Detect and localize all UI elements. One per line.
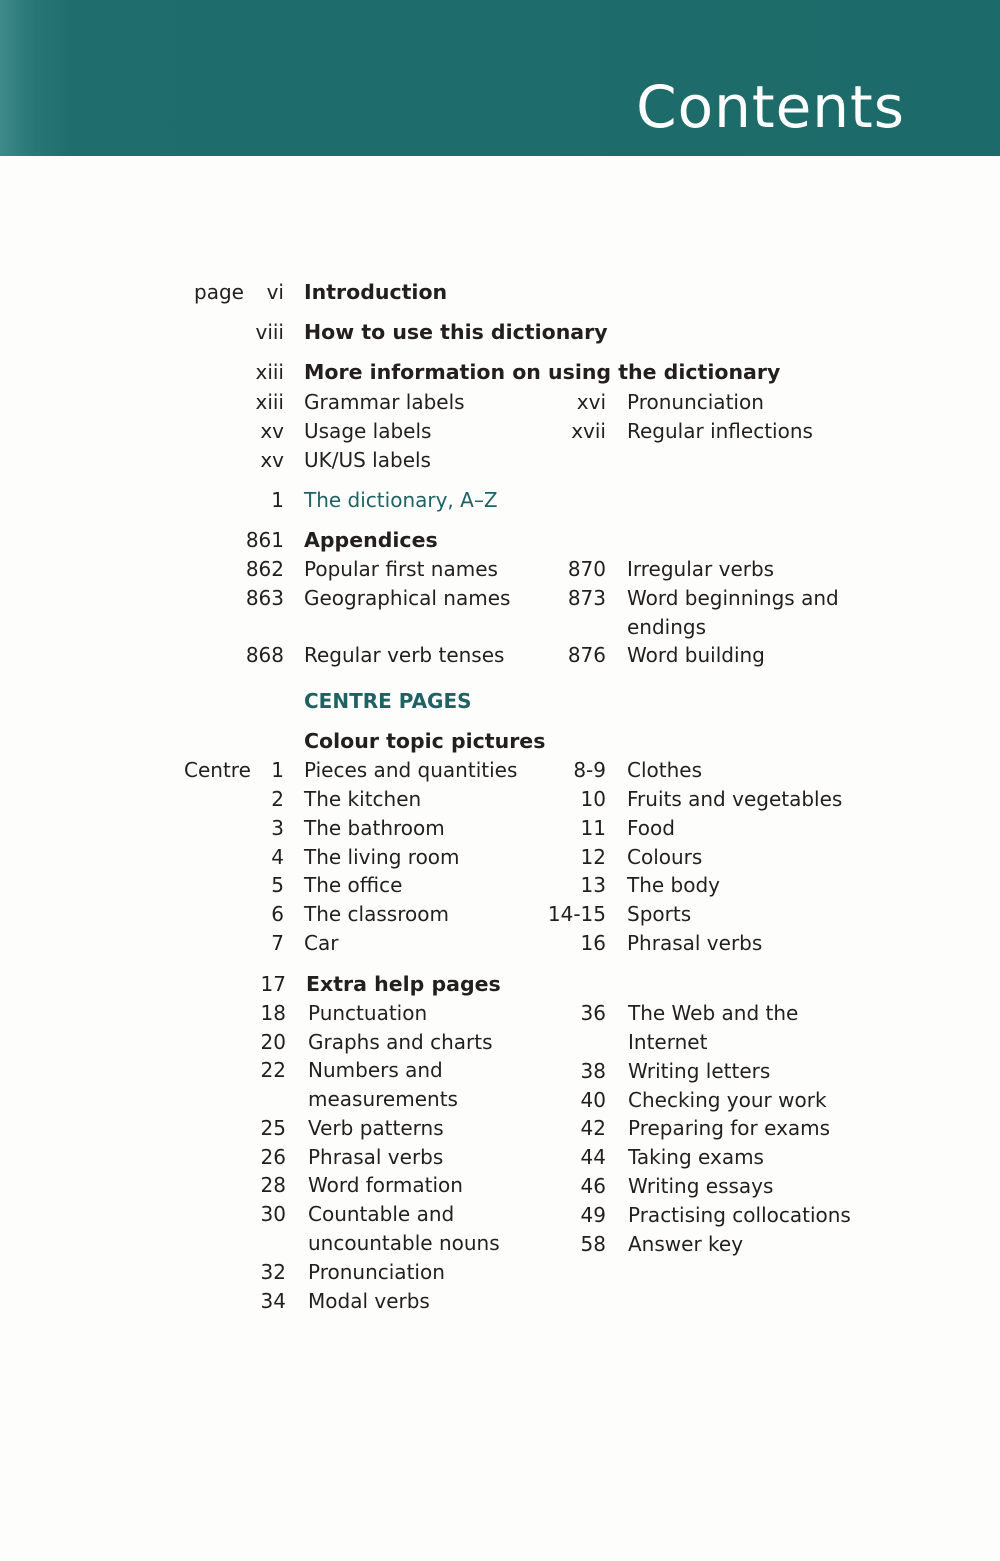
centre-prefix-label: Centre bbox=[184, 758, 251, 782]
entry-title: Punctuation bbox=[308, 1001, 428, 1025]
page-prefix-label: page bbox=[194, 280, 244, 304]
header-band bbox=[0, 0, 1000, 156]
page-number: 870 bbox=[567, 557, 606, 581]
page-number: xv bbox=[260, 448, 284, 472]
page-number: 32 bbox=[260, 1260, 286, 1284]
page-number: 876 bbox=[567, 643, 606, 667]
page-number: 5 bbox=[271, 873, 284, 897]
page-number: 20 bbox=[260, 1030, 286, 1054]
page-number: 868 bbox=[245, 643, 284, 667]
page-number: vi bbox=[266, 280, 284, 304]
entry-title: Verb patterns bbox=[308, 1116, 444, 1140]
entry-title: The living room bbox=[304, 845, 460, 869]
page-number: 863 bbox=[245, 586, 284, 610]
entry-title: Pronunciation bbox=[627, 390, 764, 414]
entry-title: The dictionary, A–Z bbox=[304, 488, 498, 512]
entry-title: The Web and the bbox=[628, 1001, 799, 1025]
entry-title: The body bbox=[627, 873, 721, 897]
entry-title: Graphs and charts bbox=[308, 1030, 493, 1054]
page-number: 58 bbox=[580, 1232, 606, 1256]
page-number: 1 bbox=[271, 488, 284, 512]
entry-title: Word beginnings and bbox=[627, 586, 839, 610]
entry-title: Geographical names bbox=[304, 586, 511, 610]
entry-title: Irregular verbs bbox=[627, 557, 775, 581]
page-number: 25 bbox=[260, 1116, 286, 1140]
page-number: 1 bbox=[271, 758, 284, 782]
page-number: 17 bbox=[260, 972, 286, 996]
entry-title: Usage labels bbox=[304, 419, 432, 443]
page-number: xiii bbox=[255, 360, 284, 384]
entry-title: Word building bbox=[627, 643, 765, 667]
entry-title: Practising collocations bbox=[628, 1203, 851, 1227]
page-number: 2 bbox=[271, 787, 284, 811]
page-number: 38 bbox=[580, 1059, 606, 1083]
page-number: 49 bbox=[580, 1203, 606, 1227]
entry-title: Popular first names bbox=[304, 557, 498, 581]
entry-title-continued: measurements bbox=[308, 1087, 458, 1111]
page-number: 28 bbox=[260, 1173, 286, 1197]
entry-title: Regular verb tenses bbox=[304, 643, 505, 667]
page-number: 8-9 bbox=[573, 758, 606, 782]
page-number: xvii bbox=[571, 419, 606, 443]
entry-title: Word formation bbox=[308, 1173, 463, 1197]
entry-title: Appendices bbox=[304, 528, 438, 552]
entry-title: Fruits and vegetables bbox=[627, 787, 843, 811]
entry-title: The classroom bbox=[304, 902, 449, 926]
page-number: 26 bbox=[260, 1145, 286, 1169]
page-number: 16 bbox=[580, 931, 606, 955]
page-number: 40 bbox=[580, 1088, 606, 1112]
entry-title: Pieces and quantities bbox=[304, 758, 518, 782]
entry-title: Pronunciation bbox=[308, 1260, 445, 1284]
entry-title: Countable and bbox=[308, 1202, 455, 1226]
entry-title: Writing essays bbox=[628, 1174, 774, 1198]
page-number: 10 bbox=[580, 787, 606, 811]
entry-title: Grammar labels bbox=[304, 390, 465, 414]
entry-title: UK/US labels bbox=[304, 448, 431, 472]
page-number: viii bbox=[255, 320, 284, 344]
page-number: 861 bbox=[245, 528, 284, 552]
entry-title-continued: uncountable nouns bbox=[308, 1231, 500, 1255]
page-number: 873 bbox=[567, 586, 606, 610]
entry-title: Phrasal verbs bbox=[308, 1145, 444, 1169]
entry-title: How to use this dictionary bbox=[304, 320, 608, 344]
page-number: 44 bbox=[580, 1145, 606, 1169]
entry-title: Clothes bbox=[627, 758, 702, 782]
page-number: 36 bbox=[580, 1001, 606, 1025]
entry-title: Writing letters bbox=[628, 1059, 771, 1083]
page-number: 3 bbox=[271, 816, 284, 840]
page-number: 22 bbox=[260, 1058, 286, 1082]
page-number: 46 bbox=[580, 1174, 606, 1198]
entry-title: Sports bbox=[627, 902, 692, 926]
page-number: 6 bbox=[271, 902, 284, 926]
entry-title: Numbers and bbox=[308, 1058, 443, 1082]
entry-title: Extra help pages bbox=[306, 972, 501, 996]
entry-title: More information on using the dictionary bbox=[304, 360, 781, 384]
entry-title: The kitchen bbox=[304, 787, 422, 811]
entry-title: Modal verbs bbox=[308, 1289, 430, 1313]
page-number: xv bbox=[260, 419, 284, 443]
entry-title: The office bbox=[304, 873, 403, 897]
entry-title: Regular inflections bbox=[627, 419, 813, 443]
page-title: Contents bbox=[636, 73, 905, 141]
page-number: 11 bbox=[580, 816, 606, 840]
entry-title: Phrasal verbs bbox=[627, 931, 763, 955]
page-number: 862 bbox=[245, 557, 284, 581]
entry-title: Food bbox=[627, 816, 675, 840]
entry-title: Taking exams bbox=[628, 1145, 764, 1169]
page-number: 42 bbox=[580, 1116, 606, 1140]
centre-pages-heading: CENTRE PAGES bbox=[304, 689, 472, 713]
page-number: xvi bbox=[576, 390, 606, 414]
page-number: 7 bbox=[271, 931, 284, 955]
entry-title: Answer key bbox=[628, 1232, 744, 1256]
page-number: 12 bbox=[580, 845, 606, 869]
page-number: 34 bbox=[260, 1289, 286, 1313]
page-number: 14-15 bbox=[547, 902, 606, 926]
entry-title-continued: endings bbox=[627, 615, 707, 639]
page-number: xiii bbox=[255, 390, 284, 414]
entry-title: Introduction bbox=[304, 280, 448, 304]
entry-title: Preparing for exams bbox=[628, 1116, 831, 1140]
page-number: 4 bbox=[271, 845, 284, 869]
page-number: 30 bbox=[260, 1202, 286, 1226]
entry-title: Checking your work bbox=[628, 1088, 827, 1112]
page-number: 13 bbox=[580, 873, 606, 897]
entry-title: Colours bbox=[627, 845, 703, 869]
page-number: 18 bbox=[260, 1001, 286, 1025]
entry-title: Car bbox=[304, 931, 339, 955]
entry-title: The bathroom bbox=[304, 816, 445, 840]
colour-topic-heading: Colour topic pictures bbox=[304, 729, 546, 753]
entry-title-continued: Internet bbox=[628, 1030, 708, 1054]
